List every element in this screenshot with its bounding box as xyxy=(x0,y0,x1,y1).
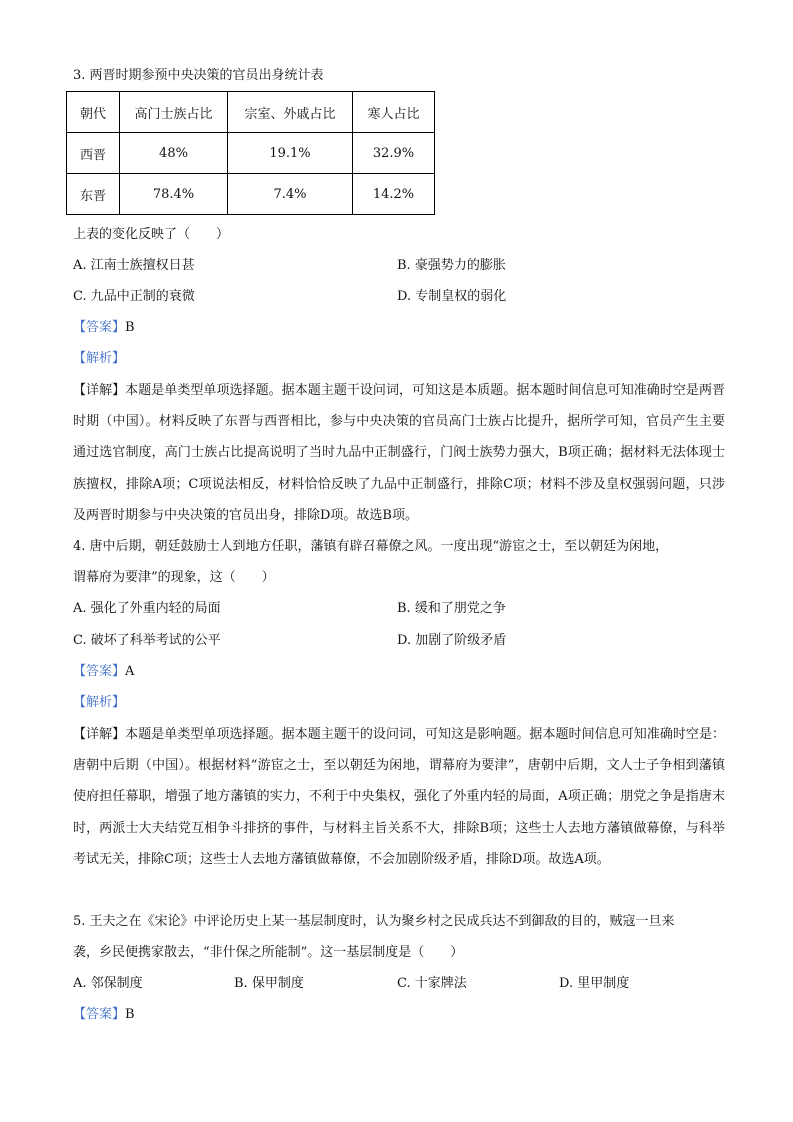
q5-answer xyxy=(73,1005,135,1025)
q5-stem-line1: 5. 王夫之在《宋论》中评论历史上某一基层制度时，认为聚乡村之民成兵达不到御敌的目的，贼寇一旦来 xyxy=(73,914,675,929)
table-cell: 32.9% xyxy=(353,133,435,174)
detail-text: 本题是单类型单项选择题。据本题主题干设问词，可知这是本质题。据本题时间信息可知准确时空是两晋时期（中国）。材料反映了东晋与西晋相比，参与中央决策的官员高门士族占比提升，据所学可知，官员产生主要通过选官制度，高门士族占比提高说明了当时九品中正制盛行，门阀士族势力强大，B项正确；据材料无法体现士族擅权，排除A项；C项说法相反，材料恰恰反映了九品中正制盛行，排除C项；材料不涉及皇权强弱问题，只涉及两晋时期参与中央决策的官员出身，排除D项。故选B项。 xyxy=(73,383,725,523)
q4-analysis-tag xyxy=(73,693,125,713)
table-row xyxy=(67,174,435,215)
table-header-row xyxy=(67,92,435,133)
q3-answer xyxy=(73,318,135,338)
q4-option-b: B. 缓和了朋党之争 xyxy=(397,601,506,616)
answer-tag: 【答案】 xyxy=(73,1007,126,1022)
table-cell: 7.4% xyxy=(228,174,353,215)
answer-value: B xyxy=(125,1007,135,1022)
q4-option-c: C. 破坏了科举考试的公平 xyxy=(73,633,221,648)
q4-option-d: D. 加剧了阶级矛盾 xyxy=(397,633,507,648)
q5-option-b: B. 保甲制度 xyxy=(234,976,304,991)
q4-stem-line1: 4. 唐中后期，朝廷鼓励士人到地方任职，藩镇有辟召幕僚之风。一度出现“游宦之士，至以朝廷为闲地， xyxy=(73,539,669,554)
answer-tag: 【答案】 xyxy=(73,320,126,335)
table-header-cell: 宗室、外戚占比 xyxy=(228,92,353,133)
q4-detail xyxy=(73,719,725,875)
analysis-tag: 【解析】 xyxy=(73,695,126,710)
q5-stem-line2: 袭，乡民便携家散去，“非什保之所能制”。这一基层制度是（ ） xyxy=(73,945,464,960)
table-cell: 14.2% xyxy=(353,174,435,215)
q4-stem-line2: 谓幕府为要津”的现象，这（ ） xyxy=(73,570,275,585)
detail-tag: 【详解】 xyxy=(73,383,126,398)
q5-option-d: D. 里甲制度 xyxy=(559,976,630,991)
q4-option-a: A. 强化了外重内轻的局面 xyxy=(73,601,221,616)
q3-option-d: D. 专制皇权的弱化 xyxy=(397,289,507,304)
q3-analysis-tag xyxy=(73,349,125,369)
analysis-tag: 【解析】 xyxy=(73,351,126,366)
table-row xyxy=(67,133,435,174)
q3-stem: 3. 两晋时期参预中央决策的官员出身统计表 xyxy=(73,68,324,83)
answer-value: A xyxy=(125,664,135,679)
q3-detail xyxy=(73,375,725,531)
answer-tag: 【答案】 xyxy=(73,664,126,679)
q3-stats-table xyxy=(66,91,435,215)
q5-option-c: C. 十家牌法 xyxy=(397,976,467,991)
q3-question: 上表的变化反映了（ ） xyxy=(73,227,230,242)
table-cell: 西晋 xyxy=(67,133,120,174)
table-cell: 48% xyxy=(120,133,228,174)
q3-option-a: A. 江南士族擅权日甚 xyxy=(73,258,195,273)
q3-option-c: C. 九品中正制的衰微 xyxy=(73,289,195,304)
detail-text: 本题是单类型单项选择题。据本题主题干的设问词，可知这是影响题。据本题时间信息可知准确时空是：唐朝中后期（中国）。根据材料“游宦之士，至以朝廷为闲地，谓幕府为要津”，唐朝中后期，文人士子争相到藩镇使府担任幕职，增强了地方藩镇的实力，不利于中央集权，强化了外重内轻的局面，A项正确；朋党之争是指唐末时，两派士大夫结党互相争斗排挤的事件，与材料主旨关系不大，排除B项；这些士人去地方藩镇做幕僚，与科举考试无关，排除C项；这些士人去地方藩镇做幕僚，不会加剧阶级矛盾，排除D项。故选A项。 xyxy=(73,727,725,867)
table-header-cell: 高门士族占比 xyxy=(120,92,228,133)
table-header-cell: 朝代 xyxy=(67,92,120,133)
q5-option-a: A. 邻保制度 xyxy=(73,976,143,991)
q3-option-b: B. 豪强势力的膨胀 xyxy=(397,258,506,273)
table-header-cell: 寒人占比 xyxy=(353,92,435,133)
q4-answer xyxy=(73,662,134,682)
answer-value: B xyxy=(125,320,135,335)
table-cell: 东晋 xyxy=(67,174,120,215)
detail-tag: 【详解】 xyxy=(73,727,126,742)
table-cell: 19.1% xyxy=(228,133,353,174)
table-cell: 78.4% xyxy=(120,174,228,215)
